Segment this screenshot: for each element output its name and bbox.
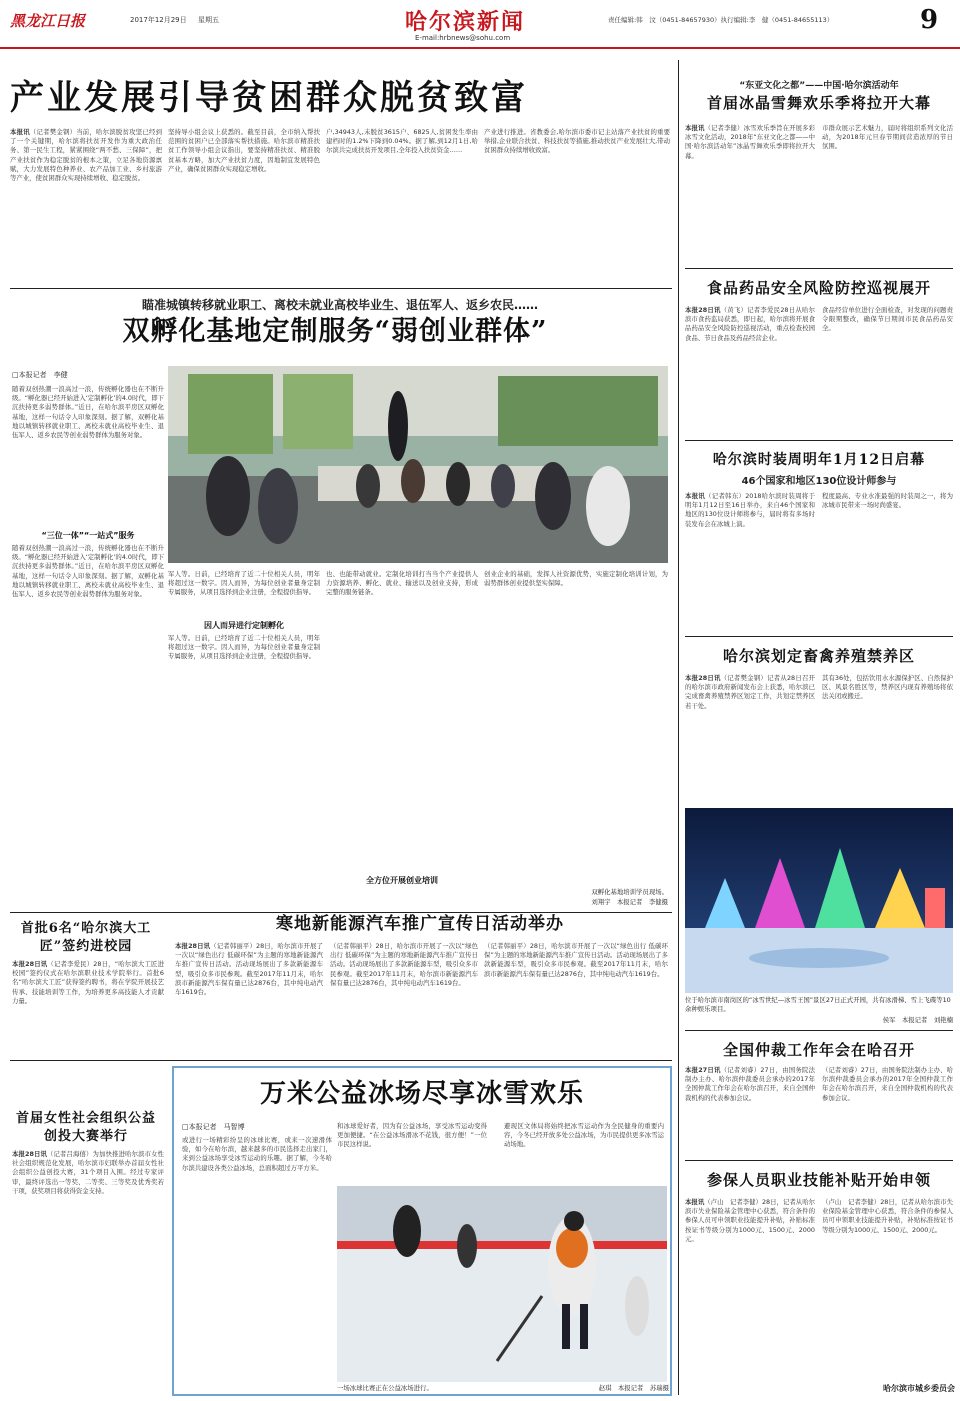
photo-caption: 双孵化基地培训学员现场。 bbox=[591, 888, 668, 896]
headline-food-safety: 食品药品安全风险防控巡视展开 bbox=[706, 279, 931, 297]
dateline: 本报28日讯 bbox=[685, 674, 721, 682]
photo-credit: 侯军 本报记者 刘艳楠 bbox=[882, 1016, 953, 1024]
article-incubator-col1b: 随着双创热潮一浪高过一浪，传统孵化器也在不断升级。“孵化器已经开始进入‘定制孵化’的4.0时代，即下沉扶持更多弱势群体。”近日，在哈尔滨平房区双孵化基地，这样一句话令人印象深刻。据了解，双孵化基地以城镇转移就业职工、离校未就业高校毕业生、退伍军人、返乡农民等创业弱势群体为服务对象。 bbox=[12, 544, 164, 599]
page-number: 9 bbox=[920, 5, 939, 35]
headline-women-org: 首届女性社会组织公益创投大赛举行 bbox=[15, 1111, 156, 1144]
article-ice-festival-col2: 市群众展示艺术魅力，届时将组织系列文化活动，为2018年元旦春节期间营造浓厚的节日氛围。 bbox=[822, 124, 953, 151]
photo-incubator-classroom bbox=[168, 366, 668, 563]
article-ice-rink-col3: 避现区文体局将始终把冰雪运动作为全民健身的重要内容，今冬已经开放多处公益冰场，为市民提供更多冰雪运动场地。 bbox=[504, 1122, 664, 1149]
dateline: 本报28日讯 bbox=[12, 960, 48, 968]
issue-weekday: 星期五 bbox=[198, 16, 219, 24]
article-women-org: 本报28日讯（记者吕海僖）为加快推进哈尔滨市女性社会组织规范化发展，哈尔滨市妇联举办首届女性社会组织公益创投大赛，31个项目入围。经过专家评审，最终评选出一等奖、二等奖、三等奖及优秀奖若干项，获奖项目将获得资金支持。 bbox=[12, 1150, 164, 1195]
headline-new-energy: 寒地新能源汽车推广宣传日活动举办 bbox=[276, 914, 564, 934]
dateline: 本报讯 bbox=[685, 492, 706, 500]
article-poverty-col4: 产业进行推进。省教委会,哈尔滨市委市记主站落产业扶贫的重要举措,企业联合扶贫、科技扶贫等措施,推动扶贫产业发展壮大,带动贫困群众持续增收致富。 bbox=[484, 128, 670, 155]
dateline: 本报讯 bbox=[10, 128, 30, 136]
article-skill-subsidy-col2: （卢山 记者李健）28日，记者从哈尔滨市失业保险基金管理中心获悉，符合条件的参保人员可申领职业技能提升补贴，补贴标准按证书等级分别为1000元、1500元、2000元。 bbox=[822, 1198, 953, 1234]
subheading: 因人而异进行定制孵化 bbox=[204, 621, 284, 630]
headline-livestock-zone: 哈尔滨划定畜禽养殖禁养区 bbox=[722, 647, 915, 665]
article-ice-rink-col1: 或进行一场精彩纷呈的冰球比赛，或来一次速滑体验，如今在哈尔滨，越来越多的市民选择走出家门，来到公益冰场享受冰雪运动的乐趣。据了解，今冬哈尔滨共建设各类公益冰场，总面积超过万平方米。 bbox=[182, 1136, 332, 1172]
article-new-energy-col3: （记者韩丽平）28日，哈尔滨市开展了一次以“绿色出行 低碳环保”为主题的寒地新能源汽车推广宣传日活动。活动现场展出了多款新能源车型，吸引众多市民参观。截至2017年11月末，哈尔滨市新能源汽车保有量已达2876台，其中纯电动汽车1619台。 bbox=[484, 942, 668, 978]
headline-ice-rink: 万米公益冰场尽享冰雪欢乐 bbox=[259, 1079, 584, 1109]
photo-credit: 刘翔宇 本报记者 李健摄 bbox=[591, 898, 668, 906]
photo-caption: 一场冰球比赛正在公益冰场进行。 bbox=[337, 1384, 433, 1392]
article-food-safety-col1: 本报28日讯（黄飞）记者李爱民28日从哈尔滨市食药监局获悉，即日起，哈尔滨将开展食品药品安全风险防控巡视活动，重点检查校园食品、节日食品及药品经营企业。 bbox=[685, 306, 815, 342]
headline-skill-subsidy: 参保人员职业技能补贴开始申领 bbox=[706, 1171, 931, 1189]
article-ice-festival-col1: 本报讯（记者李健）冰雪欢乐季旨在开展多彩冰雪文化活动，2018年“东亚文化之都——中国·哈尔滨活动年”冰晶雪舞欢乐季即将拉开大幕。 bbox=[685, 124, 815, 160]
article-skill-subsidy-col1: 本报讯（卢山 记者李健）28日，记者从哈尔滨市失业保险基金管理中心获悉，符合条件的参保人员可申领职业技能提升补贴，补贴标准按证书等级分别为1000元、1500元、2000元。 bbox=[685, 1198, 815, 1243]
subheading: “三位一体”“一站式”服务 bbox=[41, 531, 135, 540]
headline-ice-festival: 首届冰晶雪舞欢乐季将拉开大幕 bbox=[706, 94, 931, 112]
article-fashion-week-col2: 程度最高、专业水准最强的时装周之一，将为冰城市民带来一场时尚盛宴。 bbox=[822, 492, 953, 510]
masthead-rule bbox=[0, 47, 960, 49]
newspaper-logo: 黑龙江日报 bbox=[10, 12, 86, 30]
kicker-incubator: 瞄准城镇转移就业职工、离校未就业高校毕业生、退伍军人、返乡农民…… bbox=[141, 298, 538, 312]
divider bbox=[685, 440, 953, 441]
dateline: 本报27日讯 bbox=[685, 1066, 721, 1074]
article-incubator-col2b: 军人等。日前，已经培育了近二十位相关人员，明年将超过这一数字。因人而异，为每位创业者量身定制专属服务，从项目选择到企业注册，全程提供指导。 bbox=[168, 634, 320, 661]
article-arbitration-col2: （记者刘睿）27日，由国务院法制办主办、哈尔滨仲裁委员会承办的2017年全国仲裁工作年会在哈尔滨召开，来自全国仲裁机构的代表参加会议。 bbox=[822, 1066, 953, 1102]
headline-arbitration: 全国仲裁工作年会在哈召开 bbox=[722, 1041, 915, 1059]
article-poverty-col2: 坚持导小组会议上获悉的。截至目前，全市纳入帮扶范围的贫困户已全部落实帮扶措施。哈尔滨市精准扶贫工作领导小组会议指出，要坚持精准扶贫、精准脱贫基本方略，加大产业扶贫力度，因地制宜发展特色产业，确保贫困群众实现稳定增收。 bbox=[168, 128, 320, 173]
article-poverty-col1: 本报讯（记者樊金钢）当前，哈尔滨脱贫攻坚已经到了一个关键期，哈尔滨将扶贫开发作为重大政治任务、第一民生工程，紧紧围绕“两不愁、三保障”，把产业扶贫作为稳定脱贫的根本之策，立足各地资源禀赋，大力发展特色种养业、农产品加工业、乡村旅游等产业，使贫困群众实现持续增收、稳定脱贫。 bbox=[10, 128, 162, 183]
dateline: 本报28日讯 bbox=[175, 942, 211, 950]
article-arbitration-col1: 本报27日讯（记者刘睿）27日，由国务院法制办主办、哈尔滨仲裁委员会承办的2017年全国仲裁工作年会在哈尔滨召开，来自全国仲裁机构的代表参加会议。 bbox=[685, 1066, 815, 1102]
column-rule bbox=[678, 60, 679, 1395]
byline: □本报记者 马智博 bbox=[182, 1123, 245, 1131]
divider bbox=[685, 268, 953, 269]
article-livestock-col1: 本报28日讯（记者樊金钢）记者从28日召开的哈尔滨市政府新闻发布会上获悉，哈尔滨已完成畜禽养殖禁养区划定工作，共划定禁养区若干处。 bbox=[685, 674, 815, 710]
editor-info: 责任编辑:韩 汶（0451-84657930）执行编辑:李 健（0451-84655113） bbox=[608, 16, 834, 24]
photo-caption: 位于哈尔滨市南岗区的“冰雪世纪—冰雪王国”景区27日正式开园，共有冰滑梯、雪上飞碟等10余种娱乐项目。 bbox=[685, 996, 951, 1013]
photo-credit: 赵琪 本报记者 苏瑞摄 bbox=[598, 1384, 669, 1392]
issue-date: 2017年12月29日 bbox=[130, 16, 187, 24]
article-livestock-col2: 其有36处，包括饮用水水源保护区、自然保护区、风景名胜区等，禁养区内现有养殖场将依法关闭或搬迁。 bbox=[822, 674, 953, 701]
article-poverty-col3: 户,34943人,未脱贫3615户、6825人,贫困发生率由建档时的1.2%下降到0.04%。据了解,到12月1日,哈尔滨共完成扶贫开发项目,全年投入扶贫资金…… bbox=[326, 128, 478, 155]
subheading: 全方位开展创业培训 bbox=[366, 876, 438, 885]
article-incubator-col4: 创业企业的基础，发挥人社资源优势，实施定制化培训计划，为弱势群体创业提供坚实保障。 bbox=[484, 570, 668, 588]
article-fashion-week-col1: 本报讯（记者韩东）2018哈尔滨时装周将于明年1月12日至16日举办，来自46个国家和地区的130位设计师将参与，届时将有多场时装发布会在冰城上演。 bbox=[685, 492, 815, 528]
divider bbox=[10, 1060, 672, 1061]
footer-stamp: 哈尔滨市城乡委员会 bbox=[883, 1384, 955, 1393]
article-ice-rink-col2: 和冰球爱好者，因为有公益冰场，享受冰雪运动变得更加便捷。“在公益冰场滑冰不花钱，很方便！”一位市民这样说。 bbox=[337, 1122, 487, 1149]
photo-ice-hockey bbox=[337, 1186, 667, 1382]
divider bbox=[10, 288, 672, 289]
dateline: 本报28日讯 bbox=[685, 306, 721, 314]
byline: □本报记者 李健 bbox=[12, 371, 68, 379]
divider bbox=[685, 1160, 953, 1161]
article-incubator-col3: 也、也能带动就业。定制化培训打当当个产业提供人力资源培养、孵化、就业、输送以及创业支持，形成完整的服务链条。 bbox=[326, 570, 478, 597]
article-new-energy-col1: 本报28日讯（记者韩丽平）28日，哈尔滨市开展了一次以“绿色出行 低碳环保”为主题的寒地新能源汽车推广宣传日活动。活动现场展出了多款新能源车型，吸引众多市民参观。截至2017年11月末，哈尔滨市新能源汽车保有量已达2876台，其中纯电动汽车1619台。 bbox=[175, 942, 323, 997]
article-food-safety-col2: 食品经营单位进行全面检查，对发现的问题责令限期整改，确保节日期间市民食品药品安全。 bbox=[822, 306, 953, 333]
section-title: 哈尔滨新闻 bbox=[405, 9, 526, 35]
article-incubator-col1: 随着双创热潮一浪高过一浪，传统孵化器也在不断升级。“孵化器已经开始进入‘定制孵化’的4.0时代，即下沉扶持更多弱势群体。”近日，在哈尔滨平房区双孵化基地，这样一句话令人印象深刻。据了解，双孵化基地以城镇转移就业职工、离校未就业高校毕业生、退伍军人、返乡农民等创业弱势群体为服务对象。 bbox=[12, 385, 164, 440]
subhead-fashion-week: 46个国家和地区130位设计师参与 bbox=[741, 476, 897, 487]
article-incubator-col2: 军人等。日前，已经培育了近二十位相关人员，明年将超过这一数字。因人而异，为每位创业者量身定制专属服务，从项目选择到企业注册，全程提供指导。 bbox=[168, 570, 320, 597]
headline-poverty: 产业发展引导贫困群众脱贫致富 bbox=[10, 78, 528, 118]
kicker-culture: “东亚文化之都”——中国·哈尔滨活动年 bbox=[739, 81, 899, 91]
headline-craftsmen: 首批6名“哈尔滨大工匠”签约进校园 bbox=[20, 921, 152, 954]
ice-rink-box bbox=[172, 1066, 672, 1396]
headline-incubator: 双孵化基地定制服务“弱创业群体” bbox=[122, 316, 548, 347]
divider bbox=[685, 636, 953, 637]
article-craftsmen: 本报28日讯（记者李爱民）28日，“哈尔滨大工匠进校园”签约仪式在哈尔滨职业技术学院举行。首批6名“哈尔滨大工匠”获得签约聘书，将在学院开展技艺传承、技能培训等工作，为培养更多高技能人才贡献力量。 bbox=[12, 960, 164, 1005]
article-new-energy-col2: （记者韩丽平）28日，哈尔滨市开展了一次以“绿色出行 低碳环保”为主题的寒地新能源汽车推广宣传日活动。活动现场展出了多款新能源车型，吸引众多市民参观。截至2017年11月末，哈尔滨市新能源汽车保有量已达2876台，其中纯电动汽车1619台。 bbox=[330, 942, 478, 987]
section-email: E-mail:hrbnews@sohu.com bbox=[415, 34, 511, 42]
dateline: 本报讯 bbox=[685, 124, 705, 132]
masthead bbox=[0, 0, 960, 54]
headline-fashion-week: 哈尔滨时装周明年1月12日启幕 bbox=[712, 452, 926, 468]
divider bbox=[685, 1030, 953, 1031]
photo-ice-park-night bbox=[685, 808, 953, 993]
dateline: 本报讯 bbox=[685, 1198, 705, 1206]
dateline: 本报28日讯 bbox=[12, 1150, 48, 1158]
